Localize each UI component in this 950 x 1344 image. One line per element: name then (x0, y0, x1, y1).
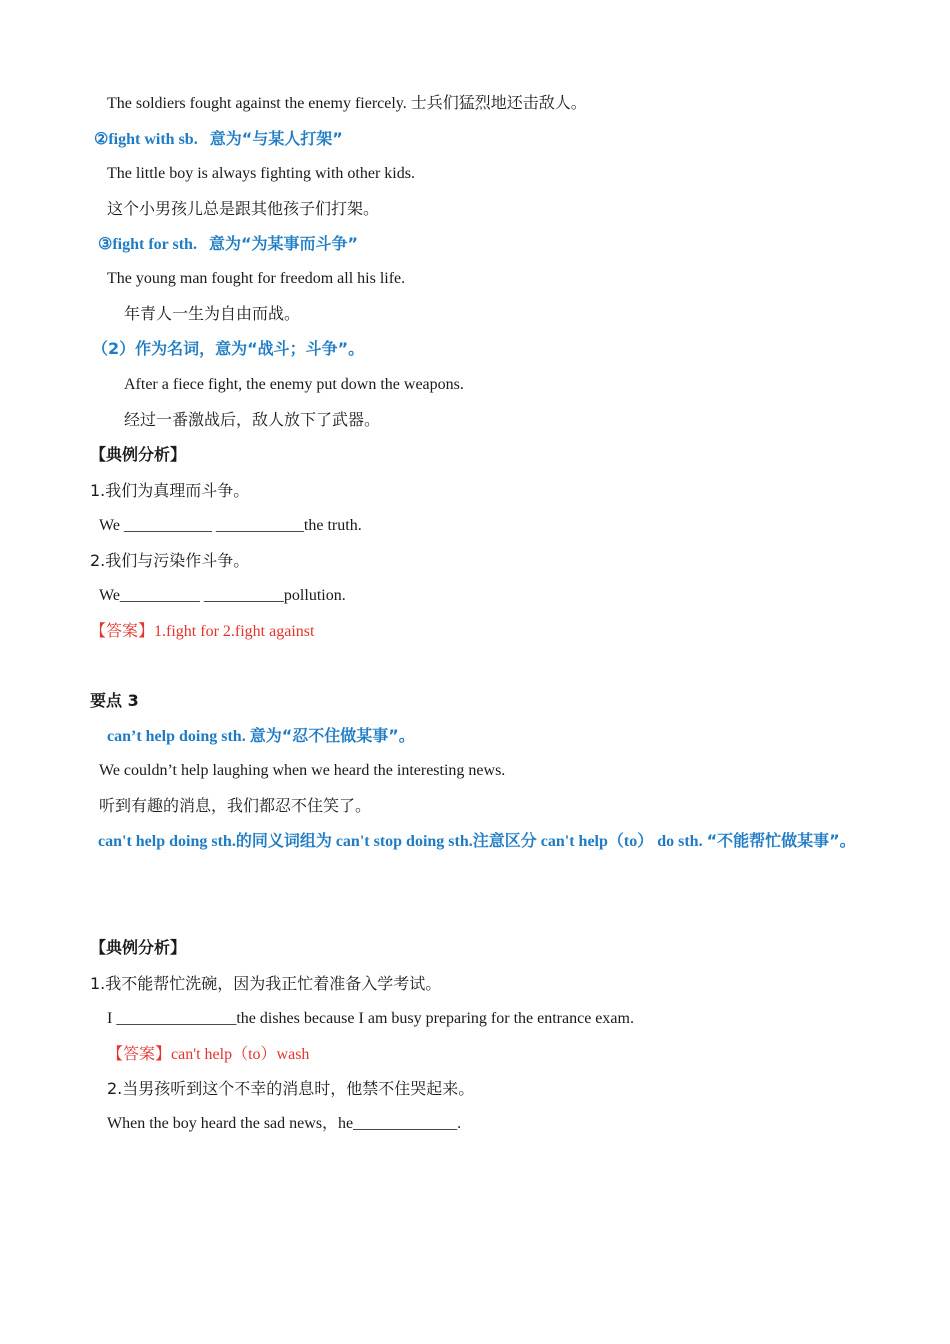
answer-tag: 【答案】 (107, 1044, 172, 1063)
example-sentence: The young man fought for freedom all his life. (107, 270, 406, 287)
meaning: 意为“为某事而斗争” (208, 234, 358, 253)
key-point-title: 要点 3 (90, 691, 139, 710)
note-part: 的同义词组为 (235, 831, 332, 850)
note-part: 注意区分 (472, 831, 537, 850)
translation: 经过一番激战后，敌人放下了武器。 (124, 410, 381, 429)
answer (90, 621, 314, 642)
phrase: ②fight with sb. (94, 131, 198, 148)
usage-heading (94, 129, 343, 150)
translation: 年青人一生为自由而战。 (124, 304, 301, 323)
answer-text: 1.fight for 2.fight against (154, 623, 315, 640)
exercise-prompt: 1.我们为真理而斗争。 (90, 481, 250, 500)
section-title: 【典例分析】 (90, 445, 187, 464)
synonym-note (90, 822, 865, 860)
answer (107, 1044, 309, 1065)
section-title: 【典例分析】 (90, 938, 187, 957)
usage-heading (107, 726, 415, 747)
meaning: 意为“与某人打架” (209, 129, 343, 148)
translation: 这个小男孩儿总是跟其他孩子们打架。 (107, 199, 380, 218)
exercise-prompt: 1.我不能帮忙洗碗，因为我正忙着准备入学考试。 (90, 974, 442, 993)
exercise-blank: We__________ __________pollution. (99, 587, 346, 604)
note-part: can't stop doing sth. (335, 833, 473, 850)
note-part: can't help（to） do sth. (540, 833, 703, 850)
noun-usage-heading: （2）作为名词，意为“战斗；斗争”。 (92, 339, 365, 358)
exercise-prompt: 2.我们与污染作斗争。 (90, 551, 250, 570)
note-part: “不能帮忙做某事”。 (706, 831, 856, 850)
note-part: can't help doing sth. (98, 833, 236, 850)
exercise-prompt: 2.当男孩听到这个不幸的消息时，他禁不住哭起来。 (107, 1079, 475, 1098)
phrase: ③fight for sth. (98, 236, 197, 253)
english-text: The soldiers fought against the enemy fiercely. (107, 95, 407, 112)
chinese-text: 士兵们猛烈地还击敌人。 (410, 93, 587, 112)
exercise-blank: We ___________ ___________the truth. (99, 517, 362, 534)
answer-tag: 【答案】 (90, 621, 155, 640)
meaning: 意为“忍不住做某事”。 (249, 726, 415, 745)
example-sentence: The little boy is always fighting with other kids. (107, 165, 415, 182)
usage-heading (98, 234, 358, 255)
answer-text: can't help（to）wash (171, 1046, 310, 1063)
example-sentence (107, 93, 587, 114)
translation: 听到有趣的消息，我们都忍不住笑了。 (99, 796, 372, 815)
example-sentence: After a fiece fight, the enemy put down the weapons. (124, 376, 464, 393)
exercise-blank: When the boy heard the sad news，he_____________. (107, 1115, 462, 1132)
phrase: can’t help doing sth. (107, 728, 246, 745)
exercise-blank: I _______________the dishes because I am busy preparing for the entrance exam. (107, 1010, 634, 1027)
example-sentence: We couldn’t help laughing when we heard the interesting news. (99, 762, 506, 779)
